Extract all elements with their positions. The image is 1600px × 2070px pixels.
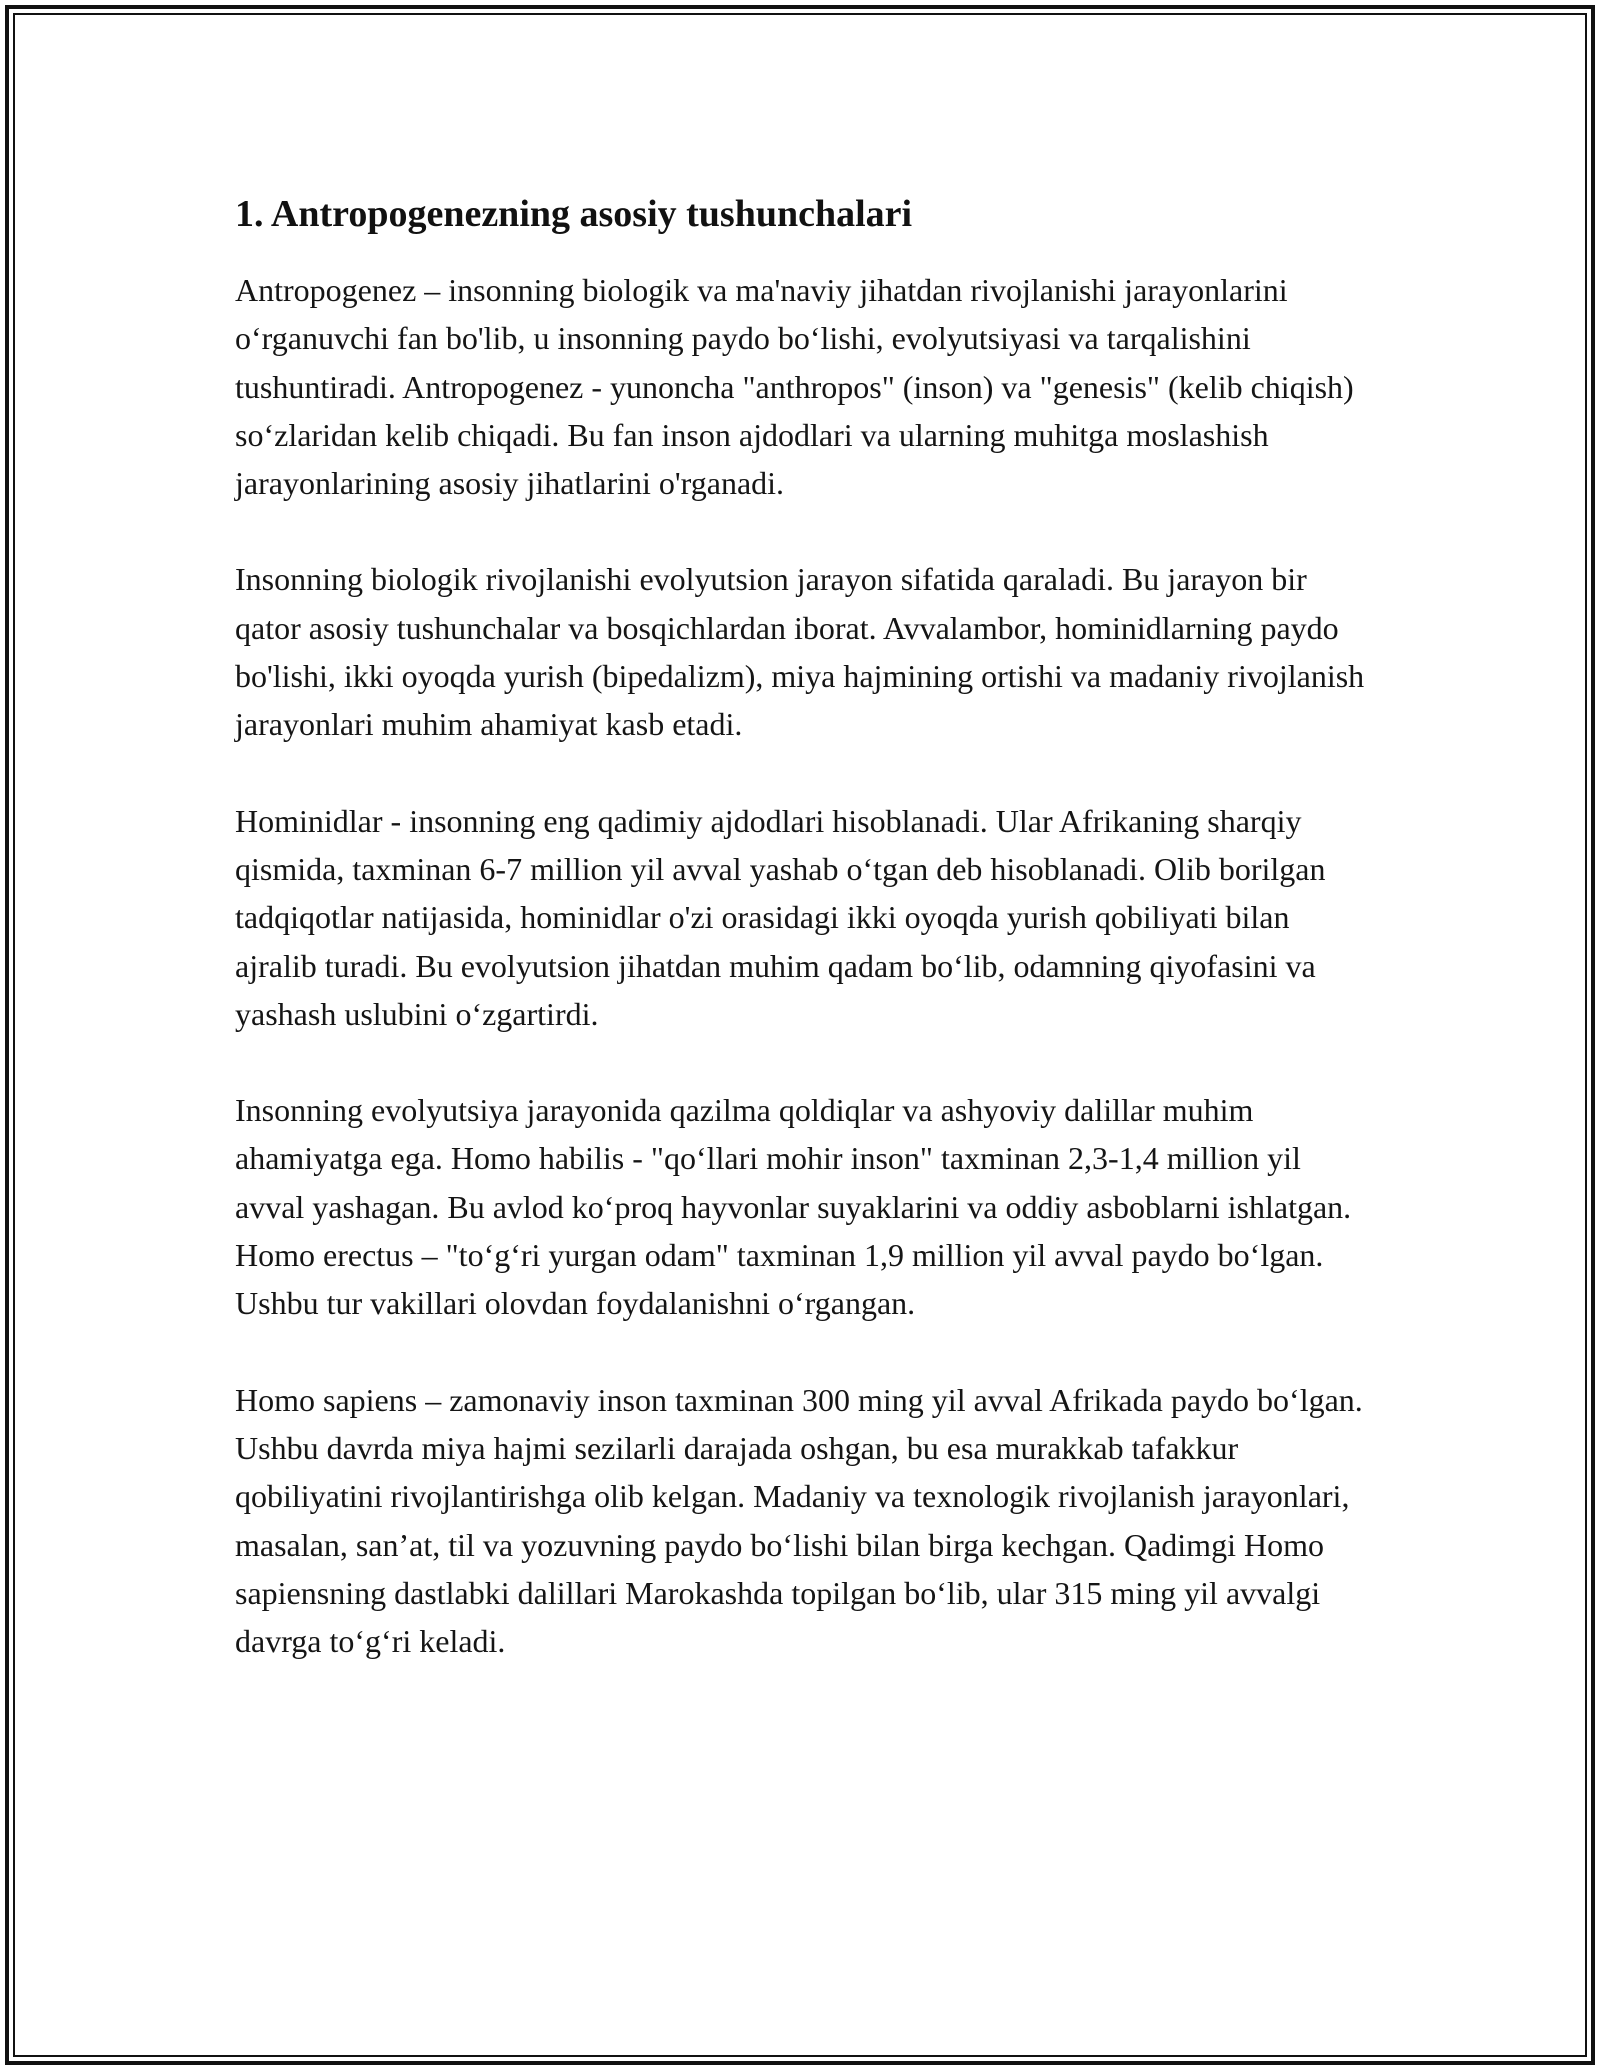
paragraph-homo-habilis-erectus: Insonning evolyutsiya jarayonida qazilma qoldiqlar va ashyoviy dalillar muhim ahamiyatga ega. Homo habilis - "qo‘llari mohir inson" taxminan 2,3-1,4 million yil avval yashagan. Bu avlod ko‘proq hayvonlar suyaklarini va oddiy asboblarni ishlatgan. Homo erectus – "to‘g‘ri yurgan odam" taxminan 1,9 million yil avval paydo bo‘lgan. Ushbu tur vakillari olovdan foydalanishni o‘rgangan. xyxy=(235,1092,1352,1322)
section-heading: 1. Antropogenezning asosiy tushunchalari xyxy=(235,193,913,235)
paragraph-antropogenez-definition: Antropogenez – insonning biologik va ma'naviy jihatdan rivojlanishi jarayonlarini o‘rganuvchi fan bo'lib, u insonning paydo bo‘lishi, evolyutsiyasi va tarqalishini tushuntiradi. Antropogenez - yunoncha "anthropos" (inson) va "genesis" (kelib chiqish) so‘zlaridan kelib chiqadi. Bu fan inson ajdodlari va ularning muhitga moslashish jarayonlarining asosiy jihatlarini o'rganadi. xyxy=(235,272,1354,502)
document-body xyxy=(235,188,1375,1713)
paragraph-biological-development: Insonning biologik rivojlanishi evolyutsion jarayon sifatida qaraladi. Bu jarayon bir qator asosiy tushunchalar va bosqichlardan iborat. Avvalambor, hominidlarning paydo bo'lishi, ikki oyoqda yurish (bipedalizm), miya hajmining ortishi va madaniy rivojlanish jarayonlari muhim ahamiyat kasb etadi. xyxy=(235,561,1365,743)
paragraph-hominids: Hominidlar - insonning eng qadimiy ajdodlari hisoblanadi. Ular Afrikaning sharqiy qismida, taxminan 6-7 million yil avval yashab o‘tgan deb hisoblanadi. Olib borilgan tadqiqotlar natijasida, hominidlar o'zi orasidagi ikki oyoqda yurish qobiliyati bilan ajralib turadi. Bu evolyutsion jihatdan muhim qadam bo‘lib, odamning qiyofasini va yashash uslubini o‘zgartirdi. xyxy=(235,802,1326,1032)
paragraph-homo-sapiens: Homo sapiens – zamonaviy inson taxminan 300 ming yil avval Afrikada paydo bo‘lgan. Ushbu davrda miya hajmi sezilarli darajada oshgan, bu esa murakkab tafakkur qobiliyatini rivojlantirishga olib kelgan. Madaniy va texnologik rivojlanish jarayonlari, masalan, san’at, til va yozuvning paydo bo‘lishi bilan birga kechgan. Qadimgi Homo sapiensning dastlabki dalillari Marokashda topilgan bo‘lib, ular 315 ming yil avvalgi davrga to‘g‘ri keladi. xyxy=(235,1381,1363,1660)
